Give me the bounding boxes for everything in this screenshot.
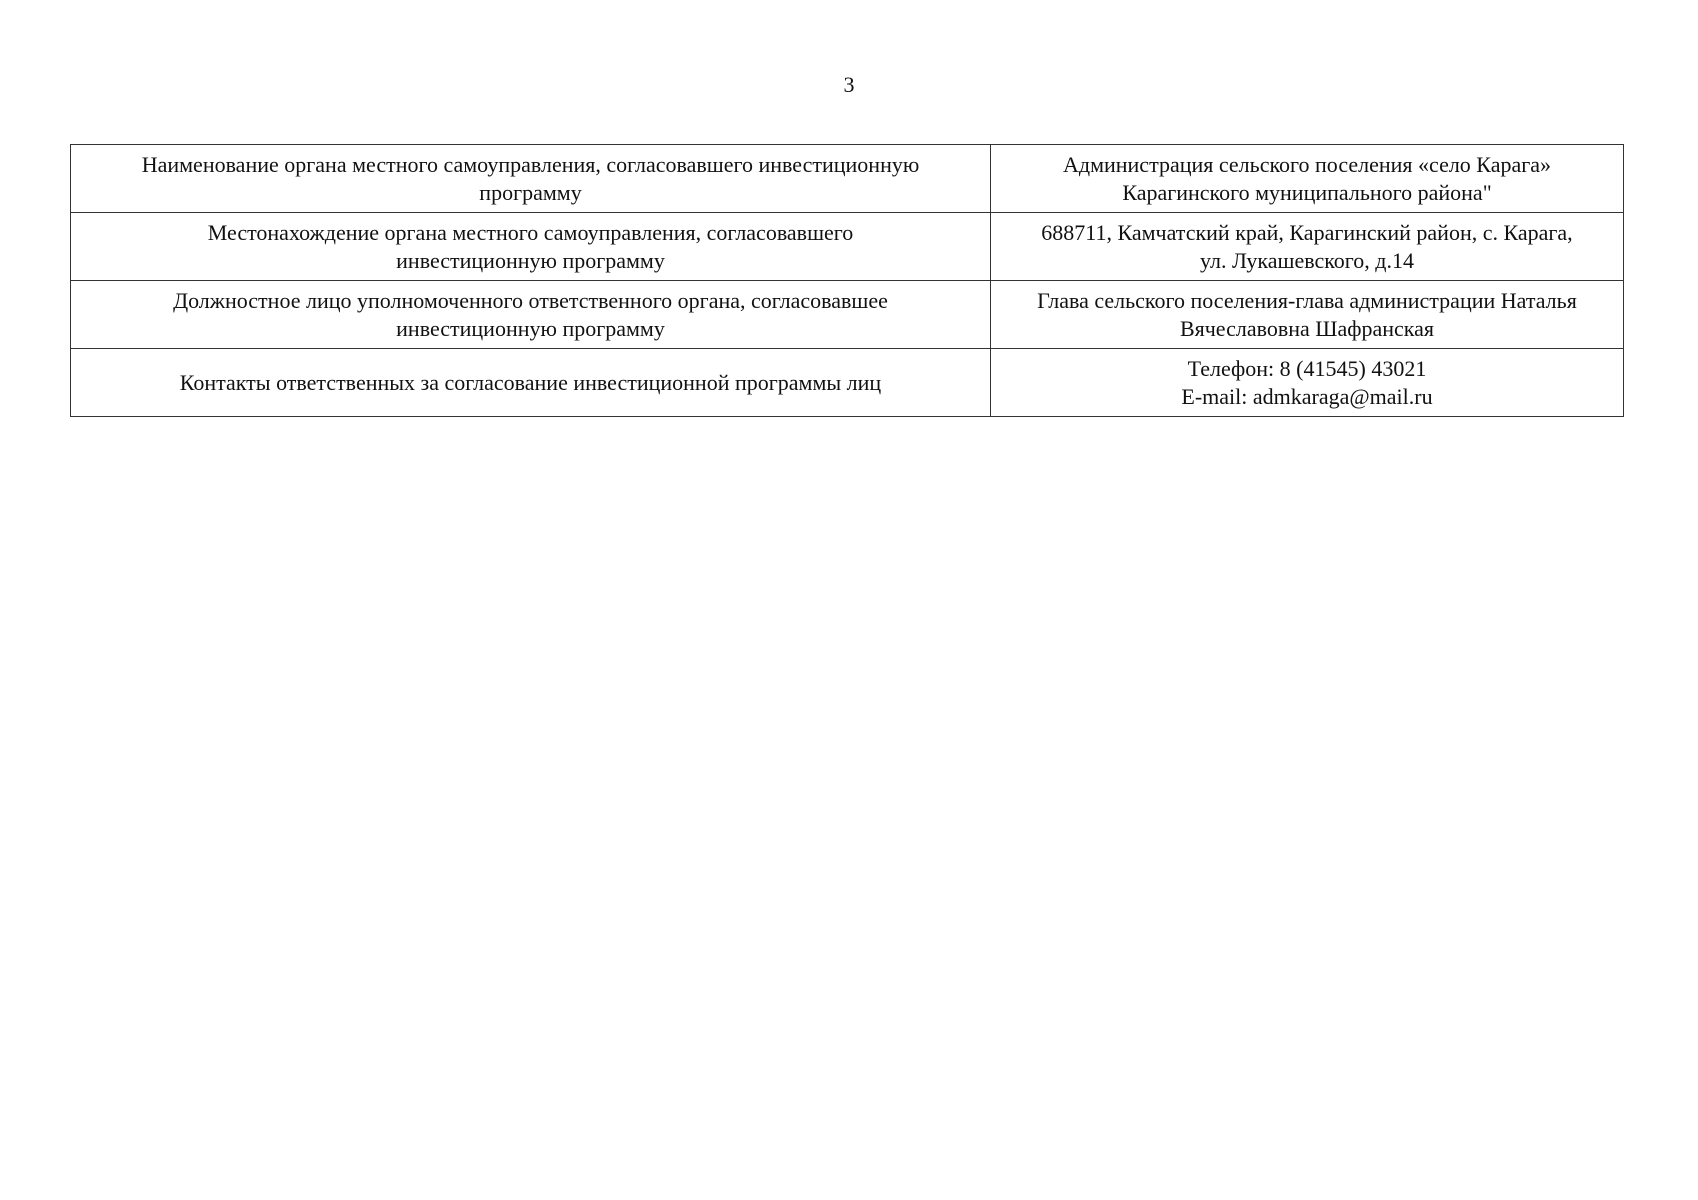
cell-text-line: Наименование органа местного самоуправления, согласовавшего инвестиционную <box>141 151 920 177</box>
cell-text-line: Контакты ответственных за согласование инвестиционной программы лиц <box>179 369 882 395</box>
row-value-cell <box>991 145 1624 213</box>
row-label-cell <box>71 213 991 281</box>
cell-text-line: ул. Лукашевского, д.14 <box>1200 247 1414 273</box>
cell-text-line: программу <box>479 179 582 205</box>
row-value-cell <box>991 213 1624 281</box>
row-label-cell <box>71 145 991 213</box>
table-row <box>71 349 1624 417</box>
cell-text-line: инвестиционную программу <box>396 247 665 273</box>
table-row <box>71 145 1624 213</box>
cell-text-line: Вячеславовна Шафранская <box>1179 315 1435 341</box>
cell-text-line: Глава сельского поселения-глава администрации Наталья <box>1037 287 1577 313</box>
page-number: 3 <box>843 72 855 97</box>
cell-text-line: Местонахождение органа местного самоуправления, согласовавшего <box>207 219 854 245</box>
table-row <box>71 281 1624 349</box>
row-value-cell <box>991 281 1624 349</box>
row-label-cell <box>71 281 991 349</box>
row-value-cell <box>991 349 1624 417</box>
cell-text-line: Должностное лицо уполномоченного ответственного органа, согласовавшее <box>173 287 888 313</box>
info-table <box>70 144 1624 417</box>
email-text-line: E-mail: admkaraga@mail.ru <box>1181 383 1433 409</box>
table-row <box>71 213 1624 281</box>
cell-text-line: инвестиционную программу <box>396 315 665 341</box>
cell-text-line: Телефон: 8 (41545) 43021 <box>1187 355 1427 381</box>
row-label-cell <box>71 349 991 417</box>
cell-text-line: Карагинского муниципального района" <box>1122 179 1492 205</box>
cell-text-line: Администрация сельского поселения «село Карага» <box>1062 151 1552 177</box>
cell-text-line: 688711, Камчатский край, Карагинский район, с. Карага, <box>1041 219 1573 245</box>
